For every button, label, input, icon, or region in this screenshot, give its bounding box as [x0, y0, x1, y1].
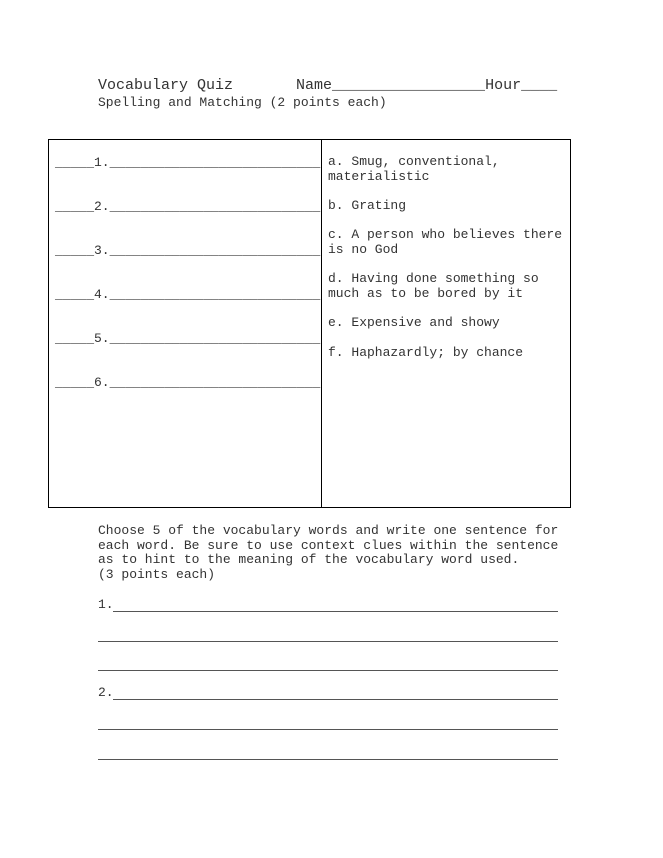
- quiz-subtitle: Spelling and Matching (2 points each): [98, 95, 387, 110]
- sentence-1-line-1[interactable]: [98, 598, 558, 612]
- definition-f: f. Haphazardly; by chance: [328, 345, 524, 360]
- definition-c: c. A person who believes there is no God: [328, 227, 563, 257]
- answer-blank-2[interactable]: _____2.___________________________: [55, 199, 321, 214]
- answer-blank-1[interactable]: _____1.___________________________: [55, 155, 321, 170]
- sentence-2-line-1[interactable]: [98, 686, 558, 700]
- sentence-1-line-3[interactable]: [98, 657, 558, 671]
- answer-blank-6[interactable]: _____6.___________________________: [55, 375, 321, 390]
- column-divider: [321, 140, 322, 507]
- matching-table: [48, 139, 571, 508]
- sentence-number-1: 1.: [98, 597, 114, 612]
- definition-b: b. Grating: [328, 198, 407, 213]
- definition-d: d. Having done something so much as to be bored by it: [328, 271, 539, 301]
- definition-e: e. Expensive and showy: [328, 315, 500, 330]
- sentence-number-2: 2.: [98, 685, 114, 700]
- sentence-2-line-3[interactable]: [98, 746, 558, 760]
- sentence-instructions: Choose 5 of the vocabulary words and write one sentence for each word. Be sure to use context clues within the sentence as to hint to the meaning of the vocabulary word used. (3 points each): [98, 523, 559, 582]
- quiz-header: [98, 77, 568, 111]
- sentence-1-line-2[interactable]: [98, 628, 558, 642]
- answer-blank-3[interactable]: _____3.___________________________: [55, 243, 321, 258]
- quiz-title-line: Vocabulary Quiz Name_________________Hour____: [98, 77, 558, 94]
- answer-blank-4[interactable]: _____4.___________________________: [55, 287, 321, 302]
- definition-a: a. Smug, conventional, materialistic: [328, 154, 500, 184]
- answer-blank-5[interactable]: _____5.___________________________: [55, 331, 321, 346]
- sentence-2-line-2[interactable]: [98, 716, 558, 730]
